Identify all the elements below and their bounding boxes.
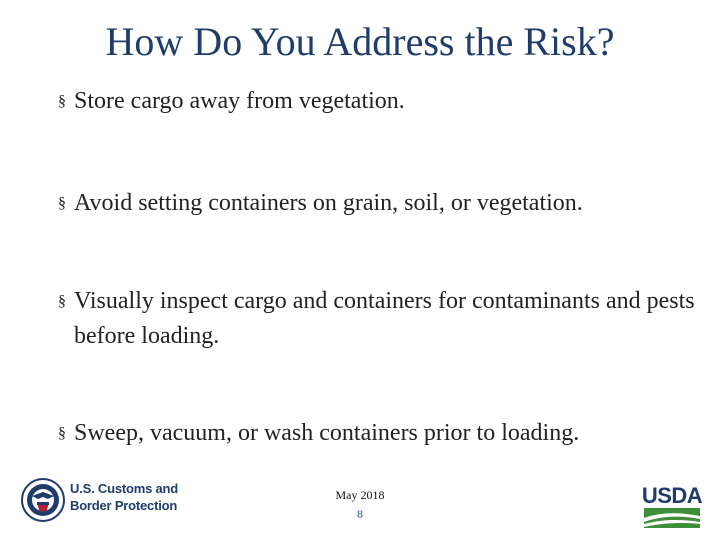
slide-title: How Do You Address the Risk?: [105, 19, 615, 64]
bullet-marker: §: [58, 195, 66, 212]
page-number: 8: [357, 507, 363, 521]
cbp-logo: [20, 474, 190, 526]
bullet-item: [58, 416, 714, 451]
footer-date: May 2018: [335, 488, 385, 502]
usda-wordmark: USDA: [641, 483, 703, 508]
bullet-text: Avoid setting containers on grain, soil, or vegetation.: [74, 190, 583, 216]
cbp-line2: Border Protection: [70, 498, 178, 513]
cbp-wordmark: [70, 480, 178, 514]
usda-logo: [640, 484, 704, 530]
bullet-text: Sweep, vacuum, or wash containers prior to loading.: [74, 420, 580, 446]
bullet-text: Visually inspect cargo and containers for contaminants and pests before loading.: [74, 288, 695, 349]
bullet-item: [58, 84, 714, 119]
bullet-item: [58, 284, 714, 353]
bullet-marker: §: [58, 425, 66, 442]
usda-logo-icon: [640, 508, 704, 530]
bullet-item: [58, 186, 714, 221]
bullet-marker: §: [58, 293, 66, 310]
cbp-line1: U.S. Customs and: [70, 481, 179, 496]
bullet-marker: §: [58, 93, 66, 110]
bullet-text: Store cargo away from vegetation.: [74, 88, 405, 114]
dhs-seal-icon: [20, 474, 66, 526]
